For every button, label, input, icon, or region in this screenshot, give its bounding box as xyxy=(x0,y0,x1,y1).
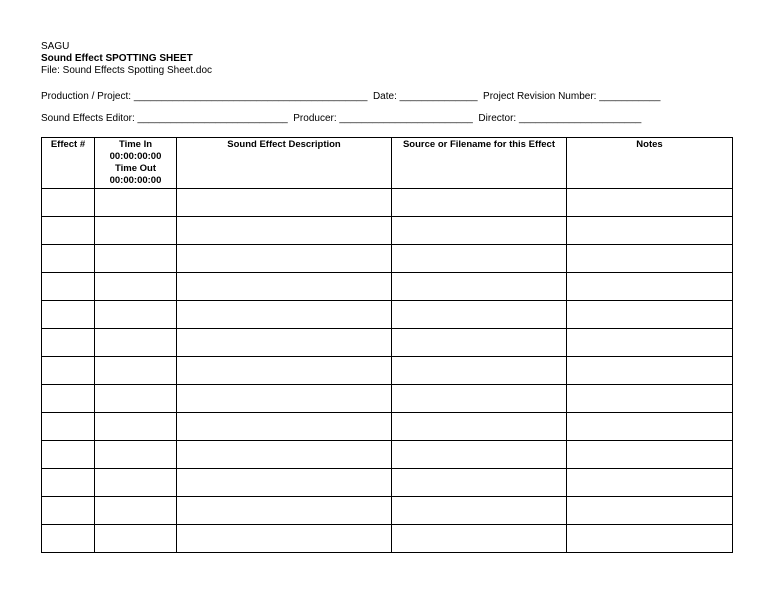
effect-number-cell[interactable] xyxy=(42,245,95,273)
table-row xyxy=(42,217,733,245)
source-cell[interactable] xyxy=(392,273,567,301)
description-cell[interactable] xyxy=(177,413,392,441)
table-row xyxy=(42,525,733,553)
sheet-title: Sound Effect SPOTTING SHEET xyxy=(41,53,193,64)
time-cell[interactable] xyxy=(95,273,177,301)
effect-number-cell[interactable] xyxy=(42,273,95,301)
source-cell[interactable] xyxy=(392,245,567,273)
table-row xyxy=(42,245,733,273)
table-row xyxy=(42,301,733,329)
column-header-description: Sound Effect Description xyxy=(177,138,392,189)
source-cell[interactable] xyxy=(392,217,567,245)
time-cell[interactable] xyxy=(95,413,177,441)
description-cell[interactable] xyxy=(177,497,392,525)
sheet-header xyxy=(41,41,212,77)
credits-info-line[interactable]: Sound Effects Editor: ___________________________ Producer: ________________________ Director: ______________________ xyxy=(41,113,642,124)
effect-number-cell[interactable] xyxy=(42,189,95,217)
table-row xyxy=(42,441,733,469)
notes-cell[interactable] xyxy=(567,217,733,245)
notes-cell[interactable] xyxy=(567,385,733,413)
description-cell[interactable] xyxy=(177,189,392,217)
time-cell[interactable] xyxy=(95,357,177,385)
time-cell[interactable] xyxy=(95,441,177,469)
table-row xyxy=(42,273,733,301)
source-cell[interactable] xyxy=(392,497,567,525)
description-cell[interactable] xyxy=(177,329,392,357)
notes-cell[interactable] xyxy=(567,525,733,553)
description-cell[interactable] xyxy=(177,301,392,329)
effect-number-cell[interactable] xyxy=(42,217,95,245)
notes-cell[interactable] xyxy=(567,497,733,525)
table-header-row xyxy=(42,138,733,189)
effect-number-cell[interactable] xyxy=(42,329,95,357)
source-cell[interactable] xyxy=(392,329,567,357)
source-cell[interactable] xyxy=(392,357,567,385)
notes-cell[interactable] xyxy=(567,189,733,217)
source-cell[interactable] xyxy=(392,469,567,497)
column-header-effect-number: Effect # xyxy=(42,138,95,189)
table-row xyxy=(42,413,733,441)
table-row xyxy=(42,469,733,497)
time-cell[interactable] xyxy=(95,189,177,217)
notes-cell[interactable] xyxy=(567,357,733,385)
description-cell[interactable] xyxy=(177,385,392,413)
effect-number-cell[interactable] xyxy=(42,441,95,469)
time-cell[interactable] xyxy=(95,469,177,497)
column-header-notes: Notes xyxy=(567,138,733,189)
description-cell[interactable] xyxy=(177,469,392,497)
table-row xyxy=(42,497,733,525)
time-cell[interactable] xyxy=(95,301,177,329)
effect-number-cell[interactable] xyxy=(42,525,95,553)
effect-number-cell[interactable] xyxy=(42,469,95,497)
effect-number-cell[interactable] xyxy=(42,413,95,441)
source-cell[interactable] xyxy=(392,301,567,329)
table-row xyxy=(42,385,733,413)
time-cell[interactable] xyxy=(95,497,177,525)
notes-cell[interactable] xyxy=(567,245,733,273)
production-info-line[interactable]: Production / Project: __________________________________________ Date: ______________ Project Revision Number: ___________ xyxy=(41,91,661,102)
table-row xyxy=(42,329,733,357)
source-cell[interactable] xyxy=(392,385,567,413)
effect-number-cell[interactable] xyxy=(42,497,95,525)
notes-cell[interactable] xyxy=(567,413,733,441)
column-header-source: Source or Filename for this Effect xyxy=(392,138,567,189)
table-body xyxy=(42,189,733,553)
column-header-time: Time In 00:00:00:00 Time Out 00:00:00:00 xyxy=(95,138,177,189)
notes-cell[interactable] xyxy=(567,441,733,469)
description-cell[interactable] xyxy=(177,245,392,273)
description-cell[interactable] xyxy=(177,357,392,385)
description-cell[interactable] xyxy=(177,273,392,301)
table-row xyxy=(42,357,733,385)
source-cell[interactable] xyxy=(392,413,567,441)
file-name: File: Sound Effects Spotting Sheet.doc xyxy=(41,65,213,76)
time-cell[interactable] xyxy=(95,245,177,273)
source-cell[interactable] xyxy=(392,441,567,469)
time-cell[interactable] xyxy=(95,385,177,413)
notes-cell[interactable] xyxy=(567,273,733,301)
effect-number-cell[interactable] xyxy=(42,385,95,413)
notes-cell[interactable] xyxy=(567,469,733,497)
notes-cell[interactable] xyxy=(567,329,733,357)
source-cell[interactable] xyxy=(392,189,567,217)
source-cell[interactable] xyxy=(392,525,567,553)
description-cell[interactable] xyxy=(177,441,392,469)
time-cell[interactable] xyxy=(95,525,177,553)
org-name: SAGU xyxy=(41,41,70,52)
time-cell[interactable] xyxy=(95,329,177,357)
time-cell[interactable] xyxy=(95,217,177,245)
effect-number-cell[interactable] xyxy=(42,301,95,329)
description-cell[interactable] xyxy=(177,217,392,245)
table-row xyxy=(42,189,733,217)
spotting-table xyxy=(41,137,733,553)
effect-number-cell[interactable] xyxy=(42,357,95,385)
notes-cell[interactable] xyxy=(567,301,733,329)
description-cell[interactable] xyxy=(177,525,392,553)
